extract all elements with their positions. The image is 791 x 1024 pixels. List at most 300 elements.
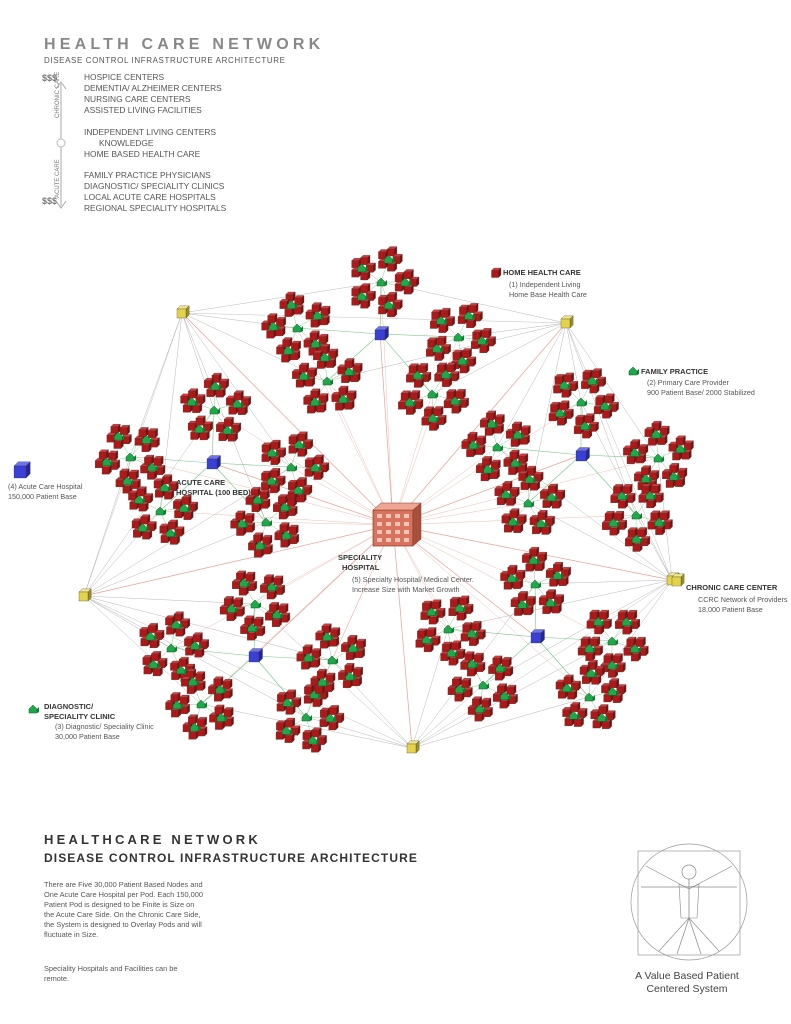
diagnostic-pod [181,373,251,441]
home-health-icon [466,318,475,327]
home-health-icon [274,576,283,585]
list-item: ASSISTED LIVING FACILITIES [84,105,202,115]
list-item: KNOWLEDGE [92,138,154,148]
list-item: HOME BASED HEALTH CARE [84,149,201,159]
footer-subtitle: DISEASE CONTROL INFRASTRUCTURE ARCHITECTURE [44,851,418,865]
home-health-icon [253,533,262,542]
home-health-icon [660,511,669,520]
home-cluster [297,645,321,670]
home-cluster [504,450,528,475]
home-cluster [352,255,376,280]
home-cluster [430,308,454,333]
home-health-icon [99,450,108,459]
home-health-icon [269,602,278,611]
label-line: SPECIALITY [338,553,383,562]
home-health-icon [455,692,464,701]
family-practice-icon [629,367,639,375]
home-cluster [320,705,344,730]
home-health-icon [196,672,205,681]
home-health-icon [510,450,519,459]
home-health-icon [356,639,365,648]
label-line: HOSPITAL [342,563,380,572]
family-practice-icon [454,333,464,341]
home-health-icon [227,611,236,620]
home-health-icon [432,600,441,609]
home-health-icon [329,705,338,714]
home-health-icon [609,678,618,687]
home-health-icon [518,454,527,463]
home-health-icon [427,627,436,636]
home-health-icon [439,323,448,332]
home-health-icon [456,389,465,398]
home-health-icon [303,645,312,654]
home-health-icon [326,673,335,682]
home-health-icon [602,409,611,418]
connection-line [297,328,393,525]
home-health-icon [312,303,321,312]
home-health-icon [214,677,223,686]
home-cluster [216,417,241,441]
home-cluster [305,455,329,480]
legend-line: (1) Independent Living [509,280,581,289]
connection-line [432,323,566,394]
home-health-icon [480,343,489,352]
home-cluster [232,571,257,595]
family-practice-icon [156,507,166,515]
home-cluster [648,511,673,535]
home-cluster [461,621,486,645]
home-cluster [304,389,329,413]
home-cluster [563,702,588,726]
family-practice-icon [323,377,333,385]
home-cluster [160,520,184,545]
diagnostic-pod [549,369,619,439]
home-health-icon [457,611,466,620]
home-cluster [132,515,156,540]
diagnostic-pod [398,363,468,431]
family-practice-icon [531,580,541,588]
acute-hospital-icon [207,456,221,470]
home-cluster [601,654,626,678]
label-line: HOSPITAL (100 BED) [176,488,251,497]
home-health-icon [314,455,323,464]
home-cluster [288,477,312,502]
home-health-icon [406,405,415,414]
chronic-care-icon [407,741,419,753]
diagnostic-pod [140,612,209,682]
home-health-icon [562,388,571,397]
chronic-care-icon [561,316,573,328]
family-practice-legend-title: FAMILY PRACTICE [641,367,709,376]
home-cluster [426,336,450,361]
chronic-care-icon [672,574,684,586]
home-cluster [209,705,233,730]
home-cluster [581,369,605,393]
home-cluster [220,596,245,620]
home-health-icon [468,432,477,441]
list-item: NURSING CARE CENTERS [84,94,191,104]
home-cluster [444,389,469,413]
home-health-icon [197,717,206,726]
family-practice-icon [479,681,489,689]
home-health-icon [224,707,233,716]
legend-line: (4) Acute Care Hospital [8,482,83,491]
home-health-icon [111,424,120,433]
list-item: FAMILY PRACTICE PHYSICIANS [84,170,211,180]
home-health-icon [236,571,245,580]
home-health-icon [636,637,645,646]
home-health-icon [447,363,456,372]
home-cluster [511,591,536,615]
home-health-icon [279,604,288,613]
page-title: HEALTH CARE NETWORK [44,36,325,53]
home-health-icon [465,652,474,661]
home-health-icon [560,401,569,410]
tagline [622,970,752,996]
home-health-legend-text [509,280,587,300]
home-cluster [395,269,419,294]
home-cluster [406,363,431,387]
home-health-icon [280,523,289,532]
home-health-icon [502,657,511,666]
connection-line [171,648,254,656]
diagnostic-pod [495,466,565,534]
home-cluster [289,432,313,457]
home-cluster [140,455,165,479]
home-health-icon [461,678,470,687]
home-health-icon [637,528,646,537]
home-health-icon [585,414,594,423]
home-health-icon [291,341,300,350]
home-cluster [540,484,565,508]
home-cluster [188,416,213,440]
home-health-icon [435,351,444,360]
home-cluster [468,697,492,721]
home-health-icon [592,369,601,378]
legend-line: 18,000 Patient Base [698,605,763,614]
diagnostic-pod [623,421,693,490]
home-cluster [471,328,495,353]
home-health-icon [491,460,500,469]
home-cluster [416,627,441,651]
home-health-icon [139,427,148,436]
connection-line [380,334,393,525]
home-cluster [645,421,670,445]
diagnostic-pod [602,484,672,552]
list-item: DEMENTIA/ ALZHEIMER CENTERS [84,83,222,93]
home-cluster [398,390,423,414]
list-item: DIAGNOSTIC/ SPECIALITY CLINICS [84,181,225,191]
speciality-hospital-label [338,553,382,573]
legend-line: Increase Size with Market Growth [352,585,460,594]
legend-line: 150,000 Patient Base [8,492,77,501]
home-cluster [276,338,300,363]
home-cluster [341,635,365,660]
connection-line [536,637,612,641]
home-health-icon [492,268,501,277]
home-cluster [338,358,363,382]
home-health-icon [452,677,461,686]
home-cluster [378,292,402,317]
family-practice-legend-text [647,378,755,398]
family-practice-icon [377,278,387,286]
home-cluster [316,624,340,649]
acute-hospital-legend-text [8,482,82,502]
home-cluster [462,432,486,457]
connection-line [182,313,566,323]
diagnostic-pod [276,682,344,752]
home-cluster [265,602,290,626]
home-health-icon [245,616,254,625]
home-health-icon [353,667,362,676]
connection-line [84,596,332,660]
tagline-line: A Value Based Patient [635,970,739,982]
home-cluster [226,391,251,415]
home-health-icon [345,663,354,672]
home-health-icon [310,331,319,340]
footer-description: There are Five 30,000 Patient Based Nodes and One Acute Care Hospital per Pod. Each 150,000 Patient Pod is designed to be Finite is Size on the Acute Care Side. On the Chronic Care Side, the System is designed to Overlay Pods and will fluctuate in Size. [44,880,203,939]
home-cluster [181,389,206,413]
home-cluster [594,394,618,418]
home-health-icon [553,562,562,571]
home-health-icon [429,615,438,624]
home-cluster [107,424,132,448]
home-cluster [95,450,120,474]
home-health-icon [171,692,180,701]
home-health-icon [472,621,481,630]
home-health-icon [276,317,285,326]
home-cluster [625,528,650,552]
home-health-icon [452,641,461,650]
home-health-icon [437,336,446,345]
home-health-icon [623,484,632,493]
home-health-legend-title: HOME HEALTH CARE [503,268,581,277]
home-health-icon [434,406,443,415]
home-health-icon [317,669,326,678]
home-cluster [166,692,190,717]
connection-line [254,656,332,660]
home-cluster [240,616,265,640]
home-cluster [231,511,255,536]
chronic-care-axis-label: CHRONIC CARE [55,71,61,118]
legend-line: (5) Specialty Hospital/ Medical Center. [352,575,474,584]
home-cluster [184,633,208,658]
family-practice-icon [29,705,39,713]
home-health-icon [418,363,427,372]
diagnostic-pod [220,571,290,640]
list-item: REGIONAL SPECIALITY HOSPITALS [84,203,227,213]
home-health-icon [586,651,595,660]
home-health-icon [424,642,433,651]
home-cluster [140,623,164,648]
home-health-icon [193,633,202,642]
home-cluster [580,660,605,684]
home-health-icon [610,526,619,535]
home-health-icon [614,511,623,520]
connection-line [566,323,658,458]
home-health-icon [410,390,419,399]
home-cluster [262,440,286,465]
home-health-icon [102,465,111,474]
home-cluster [574,414,598,438]
home-health-icon [548,484,557,493]
home-cluster [522,547,547,571]
acute-hospital-icon [531,630,545,644]
diagnostic-pod [261,432,329,502]
home-health-icon [613,654,622,663]
home-cluster [611,484,636,508]
home-health-icon [283,338,292,347]
label-line: SPECIALITY CLINIC [44,712,116,721]
home-cluster [154,475,178,500]
connection-line [84,313,182,596]
home-cluster [277,690,301,715]
diagnostic-legend-title [44,702,115,722]
home-cluster [591,705,616,729]
home-health-icon [330,628,339,637]
list-item: HOSPICE CENTERS [84,72,165,82]
home-health-icon [233,598,242,607]
home-health-icon [557,416,566,425]
home-health-icon [236,511,245,520]
family-practice-icon [608,637,618,645]
home-cluster [553,373,577,397]
home-cluster [422,406,447,430]
family-practice-icon [524,499,534,507]
home-cluster [183,715,207,740]
home-health-icon [263,535,272,544]
family-practice-icon [197,700,207,708]
home-cluster [587,610,612,634]
home-health-icon [319,334,328,343]
home-health-icon [497,684,506,693]
home-cluster [421,600,446,624]
home-health-icon [312,649,321,658]
home-health-icon [676,436,685,445]
vitruvian-man-icon [631,844,747,960]
legend-line: (3) Diagnostic/ Speciality Clinic [55,722,154,731]
home-cluster [116,469,141,493]
home-cluster [546,562,571,586]
home-cluster [669,436,694,460]
home-health-icon [482,698,491,707]
home-health-icon [264,575,273,584]
acute-hospital-legend-icon [14,462,30,478]
diagnostic-pod [292,344,362,413]
home-cluster [135,427,160,451]
speciality-hospital-icon [373,503,421,546]
home-health-icon [462,349,471,358]
home-health-icon [268,314,277,323]
home-health-icon [120,469,129,478]
list-item: INDEPENDENT LIVING CENTERS [84,127,217,137]
home-cluster [502,509,527,533]
care-scale-arrow [56,82,66,208]
chronic-care-legend-text [698,595,787,615]
home-health-icon [154,456,163,465]
home-health-icon [493,656,502,665]
home-health-icon [404,269,413,278]
diagnostic-legend-text [55,722,154,742]
diagnostic-pod [426,303,495,373]
home-cluster [435,363,460,387]
home-health-icon [108,451,117,460]
home-health-icon [321,306,330,315]
legend-line: CCRC Network of Providers [698,595,788,604]
home-cluster [261,468,285,493]
home-cluster [449,596,474,620]
home-cluster [352,284,376,309]
label-line: ACUTE CARE [176,478,226,487]
home-health-icon [289,525,298,534]
home-health-icon [590,637,599,646]
legend-line: (2) Primary Care Provider [647,378,729,387]
home-health-icon [148,429,157,438]
diagnostic-pod [352,247,419,317]
home-health-icon [260,490,269,499]
page-subtitle: DISEASE CONTROL INFRASTRUCTURE ARCHITECTURE [44,56,286,65]
home-cluster [260,575,285,599]
home-cluster [303,728,327,753]
home-cluster [530,510,555,534]
speciality-hospital-desc [352,575,474,595]
footer-title: HEALTHCARE NETWORK [44,832,261,847]
chronic-care-icon [177,306,189,318]
home-cluster [248,533,272,558]
footer-note: Speciality Hospitals and Facilities can be remote. [44,964,178,983]
label-line: DIAGNOSTIC/ [44,702,94,711]
connection-line [393,525,412,748]
acute-hospital-icon [249,649,263,663]
home-health-icon [180,695,189,704]
connection-line [212,410,214,463]
home-health-icon [348,635,357,644]
home-health-icon [278,494,287,503]
home-cluster [495,481,520,505]
diagnostic-pod [462,411,531,481]
connection-line [212,463,291,467]
home-cluster [275,523,299,548]
acute-hospital-inline-label [176,478,251,498]
home-health-icon [120,425,129,434]
home-health-icon [482,328,491,337]
home-cluster [639,484,664,508]
home-cluster [624,637,649,661]
home-cluster [208,677,232,702]
legend-line: Home Base Health Care [509,290,587,299]
family-practice-icon [654,454,664,462]
chronic-care-icon [79,589,91,601]
home-cluster [623,440,648,464]
acute-hospital-icon [576,448,590,462]
home-health-icon [215,705,224,714]
home-health-icon [482,456,491,465]
cost-high-label: $$$ [42,73,58,83]
home-health-icon [144,455,153,464]
home-health-icon [254,617,263,626]
home-health-icon [599,610,608,619]
home-cluster [378,247,402,272]
cost-low-label: $$$ [42,196,58,206]
home-cluster [280,292,304,317]
home-health-icon [188,715,197,724]
home-cluster [506,422,530,447]
home-cluster [500,565,525,589]
home-health-icon [246,572,255,581]
home-health-icon [627,610,636,619]
connection-line [393,323,566,525]
home-cluster [602,511,627,535]
